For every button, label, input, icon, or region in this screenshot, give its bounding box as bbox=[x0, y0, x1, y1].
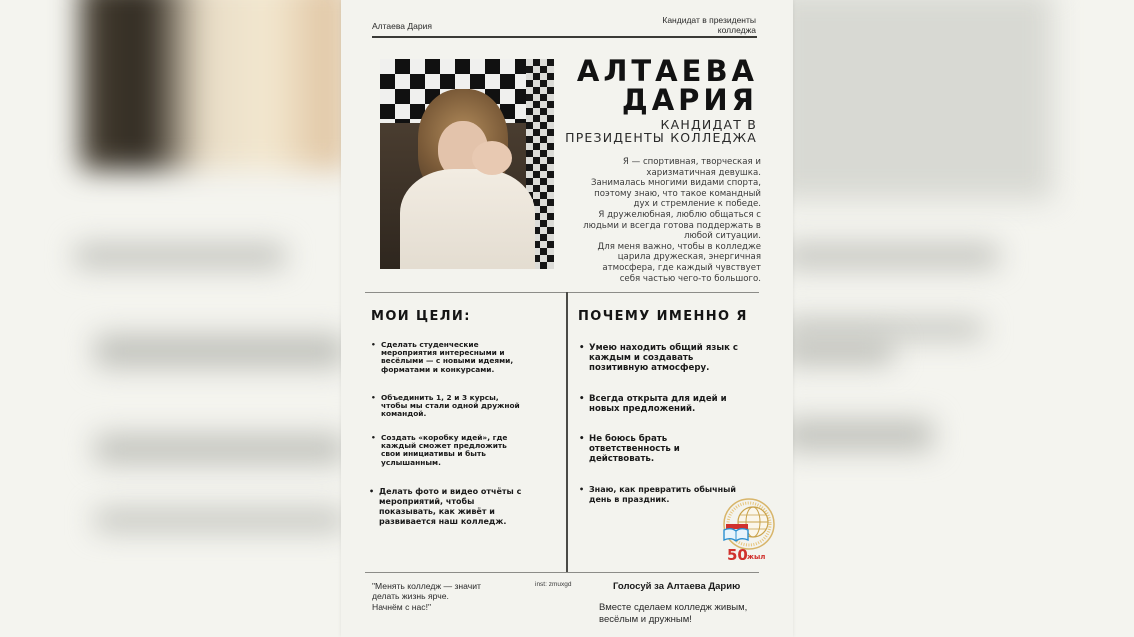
column-divider bbox=[566, 292, 568, 572]
bio-line: поэтому знаю, что такое командный bbox=[594, 188, 761, 199]
college-50-years-logo-icon bbox=[715, 498, 779, 562]
blurred-text bbox=[793, 420, 933, 450]
bio-line: Для меня важно, чтобы в колледже bbox=[597, 241, 761, 252]
title-line: АЛТАЕВА bbox=[576, 54, 758, 88]
goal-item: • Сделать студенческие мероприятия интересными и весёлыми — с новыми идеями, форматами и конкурсами. bbox=[371, 341, 521, 374]
candidate-name-title bbox=[538, 54, 758, 117]
slogan-line: Вместе сделаем колледж живым, bbox=[599, 602, 748, 613]
blurred-background-right bbox=[793, 0, 1134, 637]
goal-item: • Делать фото и видео отчёты с мероприятий, чтобы показывать, как живёт и развивается наш колледж. bbox=[369, 487, 529, 527]
svg-text:50: 50 bbox=[727, 546, 748, 562]
bio-line: Я — спортивная, творческая и bbox=[622, 157, 761, 167]
slogan-line: весёлым и дружным! bbox=[599, 613, 692, 625]
candidate-photo bbox=[380, 59, 554, 269]
bio-line: дух и стремление к победе. bbox=[633, 199, 761, 210]
candidate-bio bbox=[561, 157, 761, 284]
campaign-flyer bbox=[341, 0, 793, 637]
instagram-handle: inst: zmuxgd bbox=[535, 581, 572, 588]
blurred-text bbox=[793, 338, 893, 364]
bio-line: царила дружеская, энергичная bbox=[617, 252, 761, 263]
svg-text:жыл: жыл bbox=[747, 553, 766, 561]
hands bbox=[472, 141, 512, 175]
blurred-text bbox=[793, 245, 998, 267]
blurred-text bbox=[75, 245, 285, 267]
bio-line: себя частью чего-то большого. bbox=[619, 273, 761, 284]
blurred-text bbox=[95, 510, 341, 530]
header-divider bbox=[372, 36, 757, 38]
header-role-line: колледжа bbox=[717, 25, 756, 35]
quote-line: Начнём с нас!" bbox=[372, 601, 432, 612]
why-me-heading: ПОЧЕМУ ИМЕННО Я bbox=[578, 309, 748, 324]
blurred-photo bbox=[80, 0, 341, 170]
vote-call: Голосуй за Алтаева Дарию bbox=[613, 581, 741, 592]
bio-line: любой ситуации. bbox=[683, 231, 761, 242]
quote-line: "Менять колледж — значит bbox=[372, 581, 481, 591]
goal-item: • Объединить 1, 2 и 3 курсы, чтобы мы стали одной дружной командой. bbox=[371, 394, 521, 419]
campaign-quote bbox=[372, 581, 522, 612]
goals-heading: МОИ ЦЕЛИ: bbox=[371, 309, 471, 324]
footer-divider bbox=[365, 572, 759, 573]
header-role bbox=[616, 15, 756, 35]
together-slogan bbox=[599, 602, 769, 625]
why-me-item: • Умею находить общий язык с каждым и создавать позитивную атмосферу. bbox=[579, 343, 749, 374]
why-me-item: • Знаю, как превратить обычный день в праздник. bbox=[579, 485, 749, 505]
section-divider bbox=[365, 292, 759, 293]
bio-line: Занималась многими видами спорта, bbox=[591, 178, 761, 189]
bio-line: атмосфера, где каждый чувствует bbox=[602, 262, 761, 273]
sweater bbox=[400, 169, 535, 269]
blurred-text-block bbox=[793, 0, 1053, 200]
header-role-line: Кандидат в президенты bbox=[662, 15, 756, 25]
blurred-text bbox=[95, 435, 341, 463]
quote-line: делать жизнь ярче. bbox=[372, 591, 449, 602]
role-line: ПРЕЗИДЕНТЫ КОЛЛЕДЖА bbox=[565, 130, 757, 145]
role-line: КАНДИДАТ В bbox=[660, 117, 757, 132]
bio-line: Я дружелюбная, люблю общаться с bbox=[598, 209, 761, 220]
title-line: ДАРИЯ bbox=[621, 83, 758, 117]
blurred-background-left bbox=[0, 0, 341, 637]
header-name: Алтаева Дария bbox=[372, 21, 432, 31]
bio-line: людьми и всегда готова поддержать в bbox=[583, 220, 761, 231]
why-me-item: • Не боюсь брать ответственность и действовать. bbox=[579, 434, 699, 465]
blurred-text bbox=[95, 335, 341, 367]
bio-line: харизматичная девушка. bbox=[646, 167, 761, 178]
goal-item: • Создать «коробку идей», где каждый сможет предложить свои инициативы и быть услышанным. bbox=[371, 434, 521, 467]
why-me-item: • Всегда открыта для идей и новых предложений. bbox=[579, 394, 739, 414]
candidate-role-title bbox=[537, 118, 757, 144]
blurred-text bbox=[793, 320, 983, 338]
